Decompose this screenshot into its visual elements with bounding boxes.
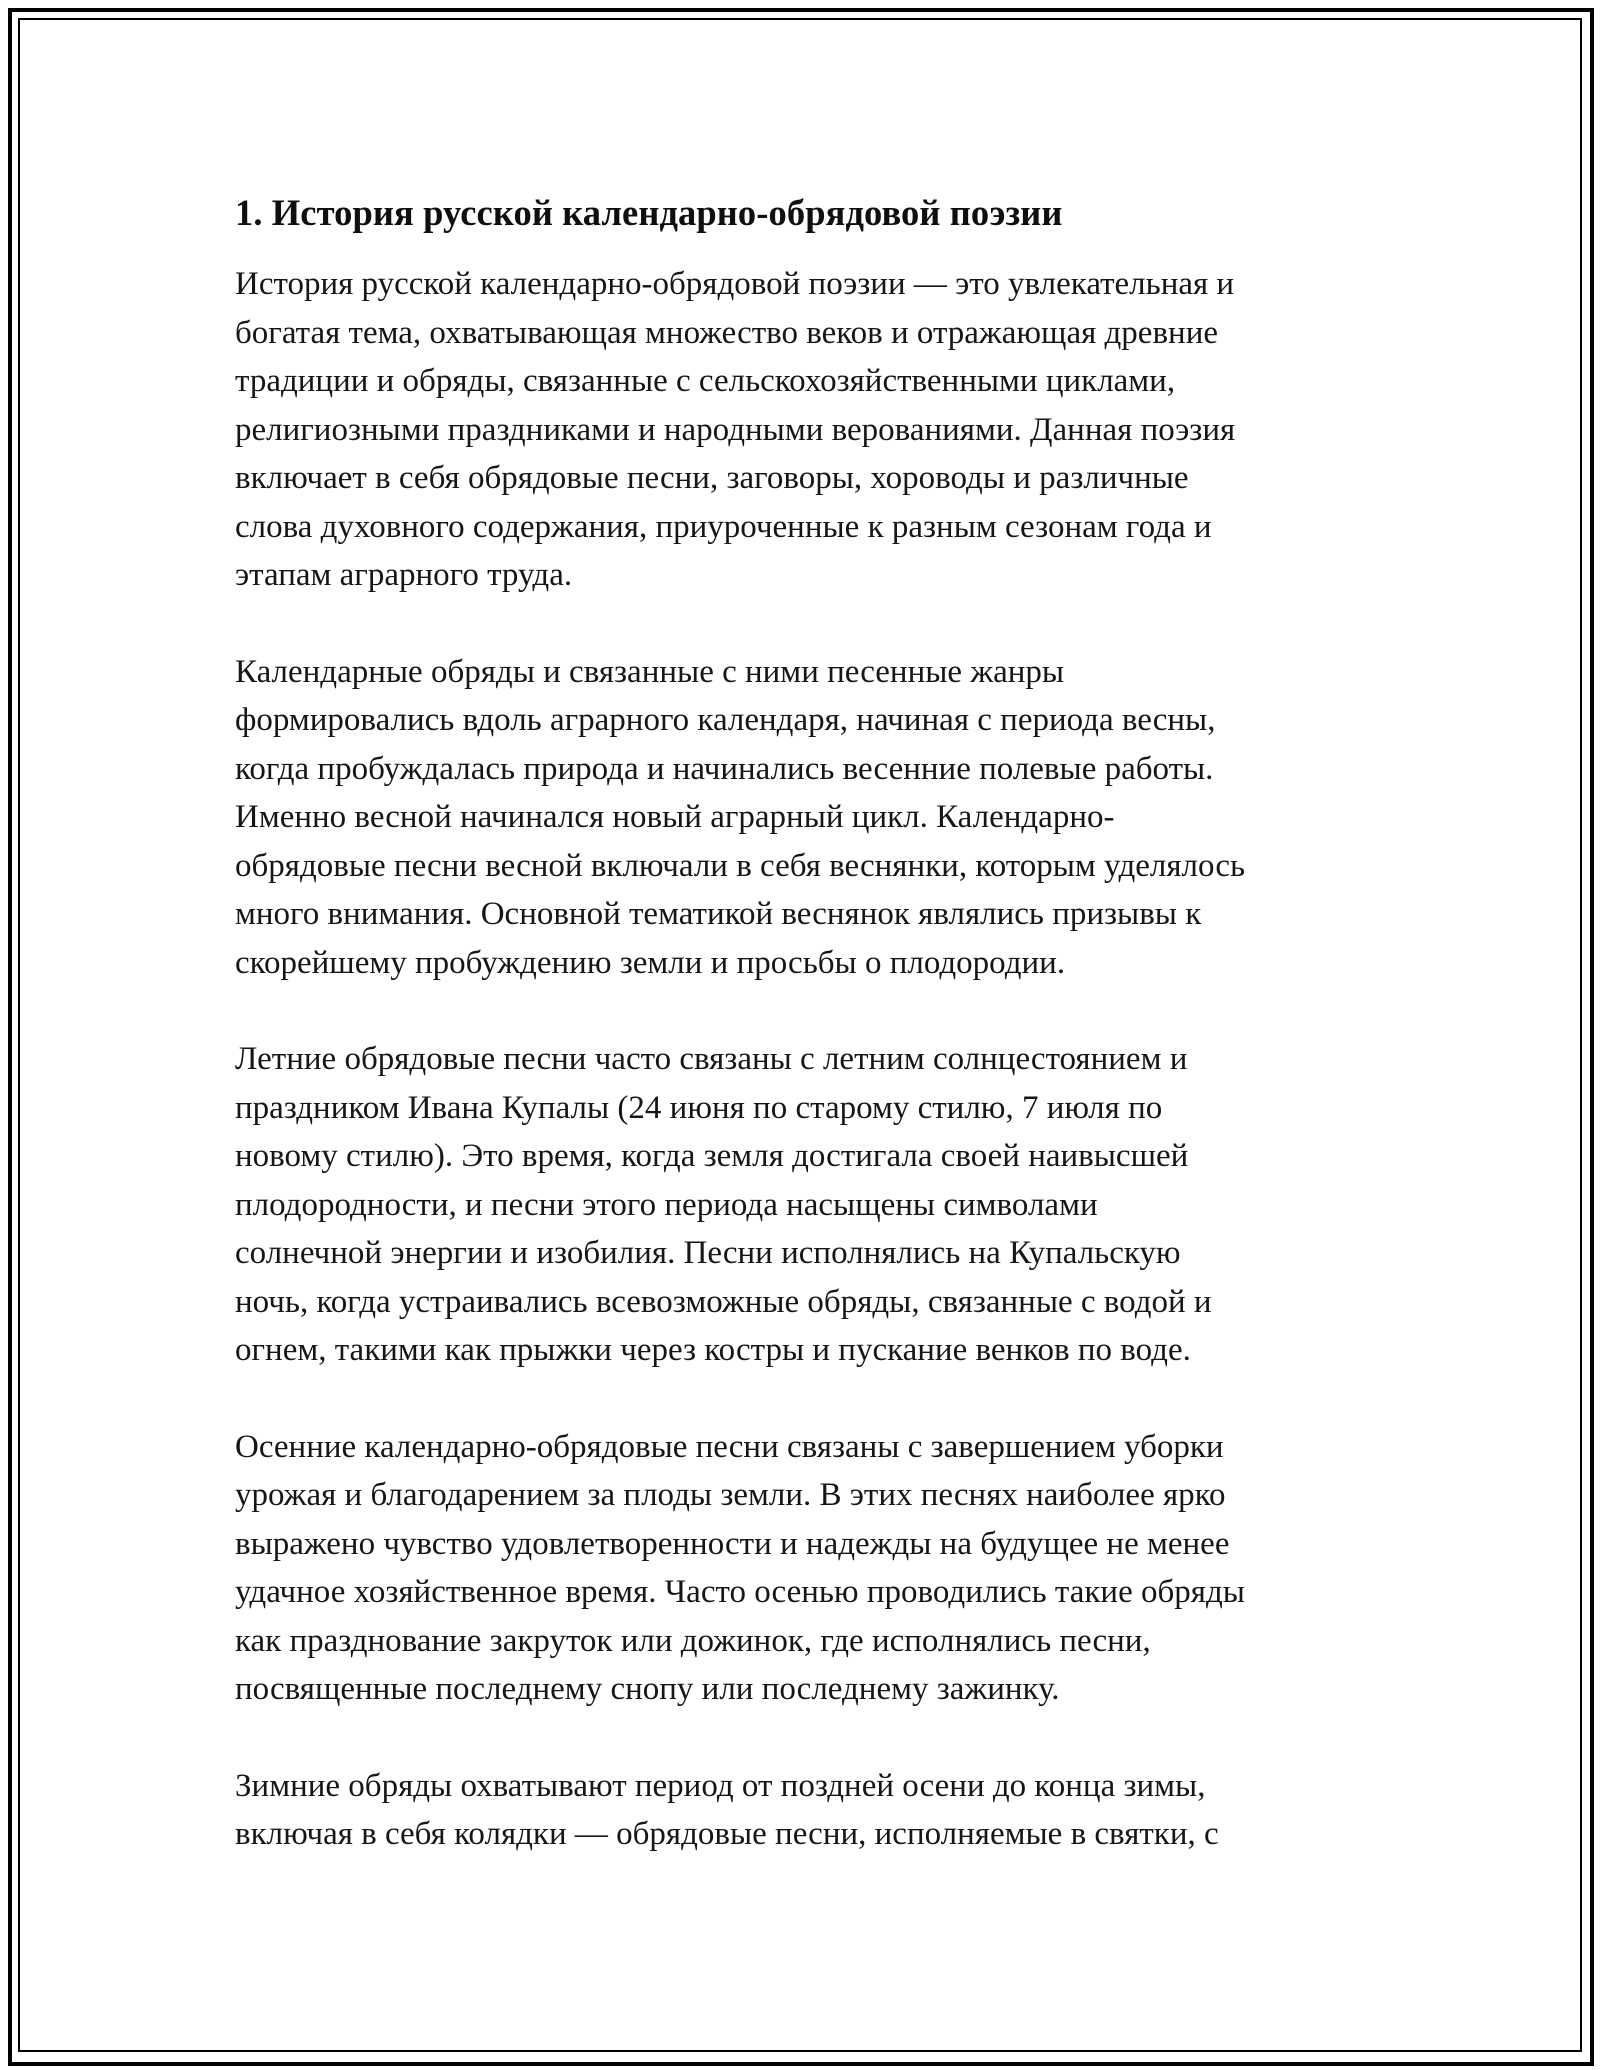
text-line: огнем, такими как прыжки через костры и пускание венков по воде. (235, 1332, 1191, 1368)
text-line: Именно весной начинался новый аграрный цикл. Календарно- (235, 799, 1115, 835)
text-line: скорейшему пробуждению земли и просьбы о плодородии. (235, 944, 1066, 981)
text-line: много внимания. Основной тематикой веснянок являлись призывы к (235, 896, 1202, 932)
text-line: когда пробуждалась природа и начинались весенние полевые работы. (235, 750, 1214, 787)
text-line: включая в себя колядки — обрядовые песни, исполняемые в святки, с (235, 1816, 1219, 1852)
text-line: включает в себя обрядовые песни, заговоры, хороводы и различные (235, 460, 1189, 496)
paragraph-introduction (235, 260, 1375, 600)
text-line: ночь, когда устраивались всевозможные обряды, связанные с водой и (235, 1283, 1212, 1320)
text-line: этапам аграрного труда. (235, 557, 573, 593)
text-line: как празднование закруток или дожинок, где исполнялись песни, (235, 1622, 1151, 1659)
text-line: Летние обрядовые песни часто связаны с летним солнцестоянием и (235, 1041, 1188, 1077)
text-line: слова духовного содержания, приуроченные к разным сезонам года и (235, 508, 1212, 545)
text-line: Зимние обряды охватывают период от поздней осени до конца зимы, (235, 1767, 1206, 1804)
text-line: новому стилю). Это время, когда земля достигала своей наивысшей (235, 1138, 1189, 1174)
text-line: посвященные последнему снопу или последнему зажинку. (235, 1671, 1060, 1707)
text-line: История русской календарно-обрядовой поэзии — это увлекательная и (235, 266, 1235, 302)
text-line: солнечной энергии и изобилия. Песни исполнялись на Купальскую (235, 1235, 1181, 1271)
text-line: религиозными праздниками и народными верованиями. Данная поэзия (235, 411, 1236, 448)
text-line: урожая и благодарением за плоды земли. В этих песнях наиболее ярко (235, 1477, 1226, 1513)
paragraph-spring (235, 648, 1375, 988)
paragraph-summer (235, 1035, 1375, 1375)
text-line: праздником Ивана Купалы (24 июня по старому стилю, 7 июля по (235, 1089, 1163, 1126)
text-line: традиции и обряды, связанные с сельскохозяйственными циклами, (235, 363, 1176, 399)
text-line: богатая тема, охватывающая множество веков и отражающая древние (235, 314, 1219, 351)
paragraph-autumn (235, 1423, 1375, 1714)
text-line: обрядовые песни весной включали в себя веснянки, которым уделялось (235, 847, 1246, 884)
text-line: удачное хозяйственное время. Часто осенью проводились такие обряды (235, 1574, 1245, 1610)
text-line: формировались вдоль аграрного календаря, начиная с периода весны, (235, 702, 1216, 738)
text-line: плодородности, и песни этого периода насыщены символами (235, 1186, 1098, 1223)
text-line: Календарные обряды и связанные с ними песенные жанры (235, 653, 1065, 690)
document-body (235, 188, 1375, 1907)
section-title: 1. История русской календарно-обрядовой поэзии (235, 192, 1063, 233)
text-line: выражено чувство удовлетворенности и надежды на будущее не менее (235, 1525, 1230, 1562)
text-line: Осенние календарно-обрядовые песни связаны с завершением уборки (235, 1428, 1224, 1465)
paragraph-winter (235, 1762, 1375, 1859)
